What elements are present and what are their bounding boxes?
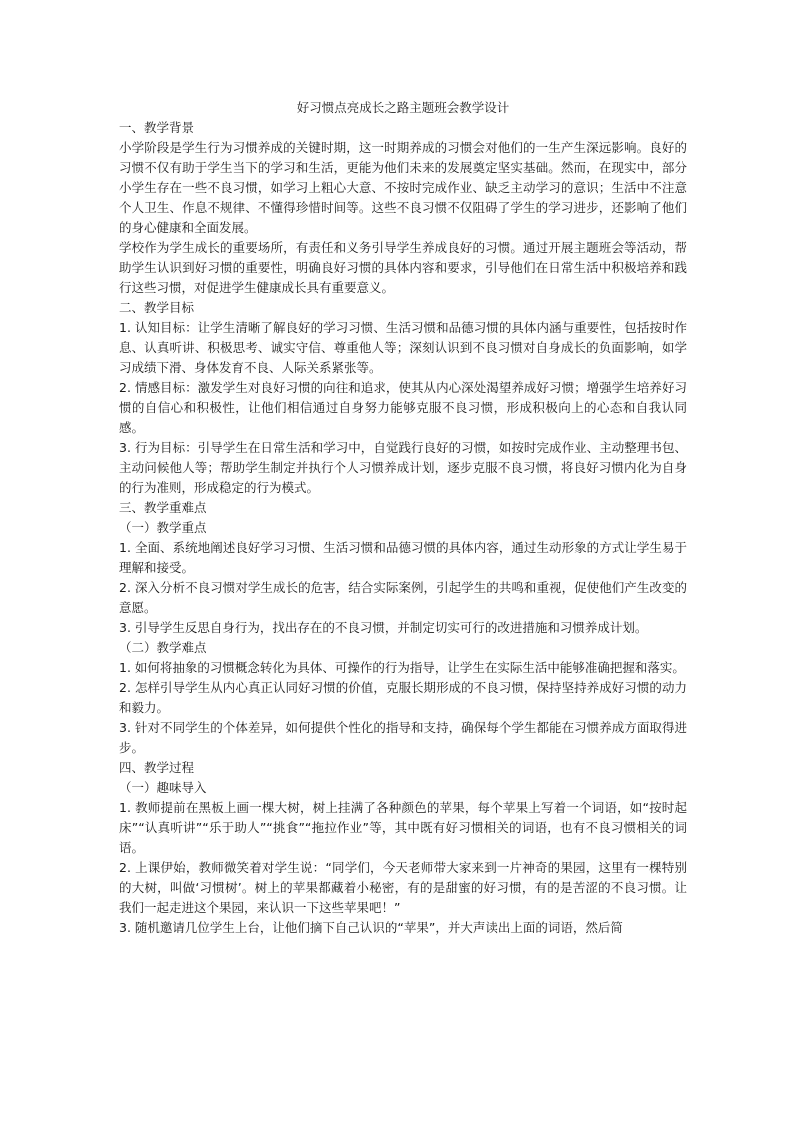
paragraph: 1. 如何将抽象的习惯概念转化为具体、可操作的行为指导，让学生在实际生活中能够准确把握和落实。 (119, 660, 685, 675)
paragraph: 3. 针对不同学生的个体差异，如何提供个性化的指导和支持，确保每个学生都能在习惯养成方面取得进步。 (119, 720, 687, 755)
paragraph: 1. 教师提前在黑板上画一棵大树，树上挂满了各种颜色的苹果，每个苹果上写着一个词语，如“按时起床”“认真听讲”“乐于助人”“挑食”“拖拉作业”等，其中既有好习惯相关的词语，也有不良习惯相关的词语。 (119, 800, 687, 855)
section-heading: 三、教学重难点 (119, 500, 207, 515)
section-heading: 四、教学过程 (119, 760, 195, 775)
section-subheading: （一）趣味导入 (119, 780, 207, 795)
section-subheading: （一）教学重点 (119, 520, 207, 535)
paragraph: 3. 行为目标：引导学生在日常生活和学习中，自觉践行良好的习惯，如按时完成作业、主动整理书包、主动问候他人等；帮助学生制定并执行个人习惯养成计划，逐步克服不良习惯，将良好习惯内化为自身的行为准则，形成稳定的行为模式。 (119, 440, 687, 495)
paragraph: 3. 随机邀请几位学生上台，让他们摘下自己认识的“苹果”，并大声读出上面的词语，然后简 (119, 920, 623, 935)
paragraph: 3. 引导学生反思自身行为，找出存在的不良习惯，并制定切实可行的改进措施和习惯养成计划。 (119, 620, 648, 635)
paragraph: 2. 情感目标：激发学生对良好习惯的向往和追求，使其从内心深处渴望养成好习惯；增强学生培养好习惯的自信心和积极性，让他们相信通过自身努力能够克服不良习惯，形成积极向上的心态和自我认同感。 (119, 380, 687, 435)
paragraph: 2. 上课伊始，教师微笑着对学生说：“同学们，今天老师带大家来到一片神奇的果园，这里有一棵特别的大树，叫做‘习惯树’。树上的苹果都藏着小秘密，有的是甜蜜的好习惯，有的是苦涩的不良习惯。让我们一起走进这个果园，来认识一下这些苹果吧！” (119, 860, 687, 915)
document-title: 好习惯点亮成长之路主题班会教学设计 (296, 100, 510, 115)
section-subheading: （二）教学难点 (119, 640, 207, 655)
section-heading: 一、教学背景 (119, 120, 195, 135)
paragraph: 2. 深入分析不良习惯对学生成长的危害，结合实际案例，引起学生的共鸣和重视，促使他们产生改变的意愿。 (119, 580, 687, 615)
document-page (119, 98, 687, 938)
paragraph: 小学阶段是学生行为习惯养成的关键时期，这一时期养成的习惯会对他们的一生产生深远影响。良好的习惯不仅有助于学生当下的学习和生活，更能为他们未来的发展奠定坚实基础。然而，在现实中，部分小学生存在一些不良习惯，如学习上粗心大意、不按时完成作业、缺乏主动学习的意识；生活中不注意个人卫生、作息不规律、不懂得珍惜时间等。这些不良习惯不仅阻碍了学生的学习进步，还影响了他们的身心健康和全面发展。 (119, 140, 687, 235)
paragraph: 学校作为学生成长的重要场所，有责任和义务引导学生养成良好的习惯。通过开展主题班会等活动，帮助学生认识到好习惯的重要性，明确良好习惯的具体内容和要求，引导他们在日常生活中积极培养和践行这些习惯，对促进学生健康成长具有重要意义。 (119, 240, 687, 295)
paragraph: 2. 怎样引导学生从内心真正认同好习惯的价值，克服长期形成的不良习惯，保持坚持养成好习惯的动力和毅力。 (119, 680, 687, 715)
paragraph: 1. 全面、系统地阐述良好学习习惯、生活习惯和品德习惯的具体内容，通过生动形象的方式让学生易于理解和接受。 (119, 540, 687, 575)
section-heading: 二、教学目标 (119, 300, 195, 315)
paragraph: 1. 认知目标：让学生清晰了解良好的学习习惯、生活习惯和品德习惯的具体内涵与重要性，包括按时作息、认真听讲、积极思考、诚实守信、尊重他人等；深刻认识到不良习惯对自身成长的负面影响，如学习成绩下滑、身体发育不良、人际关系紧张等。 (119, 320, 687, 375)
document-body (119, 118, 687, 938)
